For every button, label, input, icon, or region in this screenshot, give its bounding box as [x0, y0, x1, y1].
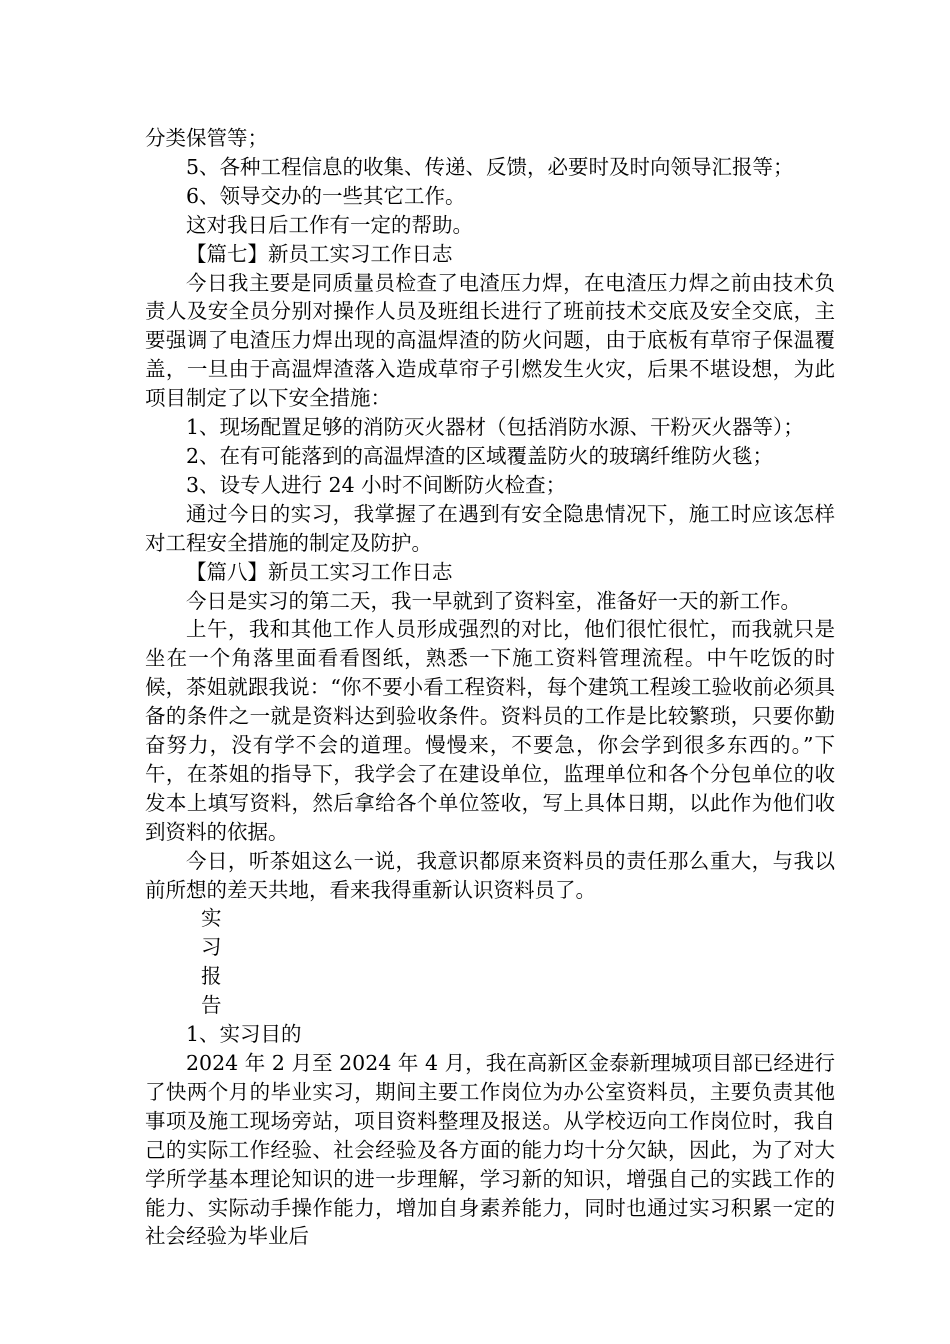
paragraph: 通过今日的实习，我掌握了在遇到有安全隐患情况下，施工时应该怎样对工程安全措施的制定及防护。 [145, 501, 835, 555]
paragraph: 今日是实习的第二天，我一早就到了资料室，准备好一天的新工作。 [186, 588, 801, 613]
document-body [145, 124, 835, 1251]
vertical-title-char: 告 [201, 993, 222, 1018]
section-heading: 【篇八】新员工实习工作日志 [186, 559, 453, 584]
list-item: 1、现场配置足够的消防灭火器材（包括消防水源、干粉灭火器等）； [186, 415, 804, 440]
vertical-title-char: 报 [201, 964, 222, 989]
list-item: 5、各种工程信息的收集、传递、反馈，必要时及时向领导汇报等； [186, 154, 794, 179]
vertical-title-char: 实 [201, 906, 222, 931]
paragraph: 这对我日后工作有一定的帮助。 [186, 212, 473, 237]
paragraph: 分类保管等； [145, 126, 268, 150]
section-heading: 1、实习目的 [186, 1022, 302, 1047]
paragraph: 2024 年 2 月至 2024 年 4 月，我在高新区金泰新理城项目部已经进行了快两个月的毕业实习，期间主要工作岗位为办公室资料员，主要负责其他事项及施工现场旁站，项目资料整理及报送。从学校迈向工作岗位时，我自己的实际工作经验、社会经验及各方面的能力均十分欠缺，因此，为了对大学所学基本理论知识的进一步理解，学习新的知识，增强自己的实践工作的能力、实际动手操作能力，增加自身素养能力，同时也通过实习积累一定的社会经验为毕业后 [145, 1051, 835, 1249]
list-item: 2、在有可能落到的高温焊渣的区域覆盖防火的玻璃纤维防火毯； [186, 443, 774, 468]
paragraph: 上午，我和其他工作人员形成强烈的对比，他们很忙很忙，而我就只是坐在一个角落里面看看图纸，熟悉一下施工资料管理流程。中午吃饭的时候，茶姐就跟我说：“你不要小看工程资料，每个建筑工程竣工验收前必须具备的条件之一就是资料达到验收条件。资料员的工作是比较繁琐，只要你勤奋努力，没有学不会的道理。慢慢来，不要急，你会学到很多东西的。”下午，在茶姐的指导下，我学会了在建设单位，监理单位和各个分包单位的收发本上填写资料，然后拿给各个单位签收，写上具体日期，以此作为他们收到资料的依据。 [145, 617, 835, 844]
paragraph: 今日我主要是同质量员检查了电渣压力焊，在电渣压力焊之前由技术负责人及安全员分别对操作人员及班组长进行了班前技术交底及安全交底，主要强调了电渣压力焊出现的高温焊渣的防火问题，由于底板有草帘子保温覆盖，一旦由于高温焊渣落入造成草帘子引燃发生火灾，后果不堪设想，为此项目制定了以下安全措施： [145, 270, 835, 411]
vertical-title [145, 904, 835, 1020]
list-item: 6、领导交办的一些其它工作。 [186, 183, 466, 208]
section-heading: 【篇七】新员工实习工作日志 [186, 241, 453, 266]
vertical-title-char: 习 [201, 935, 222, 960]
list-item: 3、设专人进行 24 小时不间断防火检查； [186, 472, 567, 497]
paragraph: 今日，听茶姐这么一说，我意识都原来资料员的责任那么重大，与我以前所想的差天共地，看来我得重新认识资料员了。 [145, 848, 835, 902]
